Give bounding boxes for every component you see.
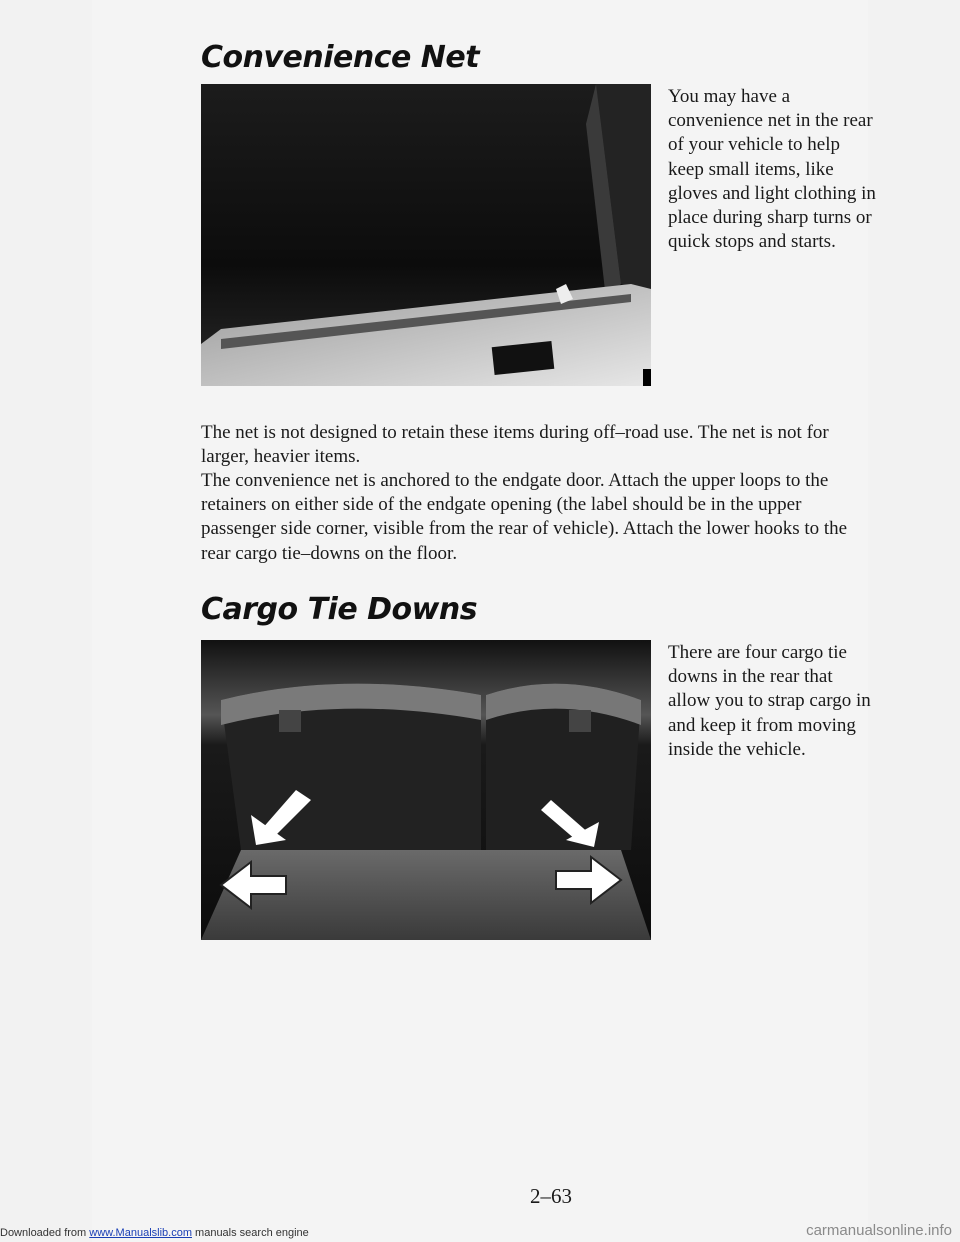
paragraph-net-limits: The net is not designed to retain these items during off–road use. The net is not for larger, heavier items. (201, 422, 829, 468)
convenience-net-intro-text: You may have a convenience net in the rear of your vehicle to help keep small items, like gloves and light clothing in place during sharp turns or quick stops and starts. (668, 86, 876, 253)
cargo-tie-downs-photo (201, 640, 651, 940)
section-heading-convenience-net: Convenience Net (201, 40, 480, 75)
cargo-tie-downs-intro-text: There are four cargo tie downs in the rear that allow you to strap cargo in and keep it from moving inside the vehicle. (668, 642, 871, 760)
footer-suffix: manuals search engine (191, 1227, 309, 1239)
page-number: 2–63 (530, 1184, 572, 1208)
footer-prefix: Downloaded from (0, 1227, 90, 1239)
paragraph-net-attach: The convenience net is anchored to the endgate door. Attach the upper loops to the retainers on either side of the endgate opening (the label should be in the upper passenger side corner, visible from the rear of vehicle). Attach the lower hooks to the rear cargo tie–downs on the floor. (201, 470, 848, 564)
manualslib-link[interactable]: www.Manualslib.com (89, 1227, 192, 1239)
convenience-net-photo (201, 84, 651, 386)
section-heading-cargo-tie-downs: Cargo Tie Downs (201, 592, 478, 627)
watermark: carmanualsonline.info (806, 1222, 952, 1239)
download-footer (0, 1227, 309, 1239)
